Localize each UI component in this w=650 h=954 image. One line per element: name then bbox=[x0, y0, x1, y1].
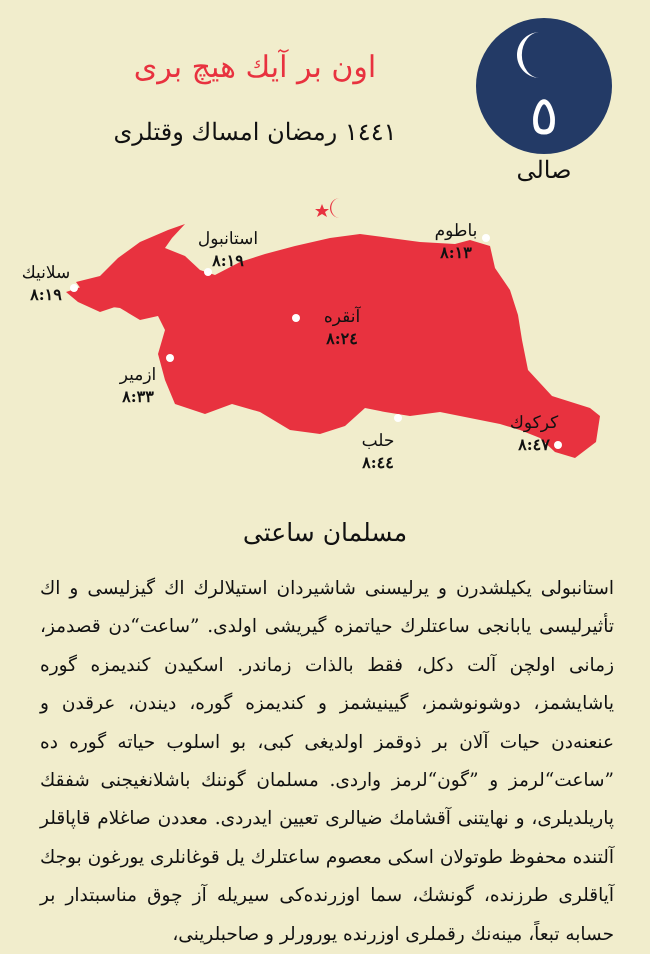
city-label-aleppo bbox=[350, 430, 406, 474]
article-body: استانبولی یكیلشدرن و یرلیسنی شاشیردان استیلالرك اك گیزلیسی و اك تأثیرلیسی یابانجی ساعتلرك حیاتمزه گیریشی اولدی. ”ساعت“دن قصدمز، زمانی اولچن آلت دكل، فقط بالذات زماندر. اسكیدن كندیمزه گوره یاشایشمز، دوشونوشمز، گیینیشمز و كندیمزه گوره، دیندن، عرقدن و عنعنه‌دن حیات آلان بر ذوقمز اولدیغی كبی، بو اسلوب حیاته گوره ده ”ساعت“لرمز و ”گون“لرمز واردی. مسلمان گوننك باشلانغیجنی شفقك پاریلدیلری، و نهایتنی آقشامك ضیالری تعیین ایدردی. معددن صاغلام قاپاقلر آلتنده محفوظ طوتولان اسكی معصوم ساعتلرك یل قوغانلری یورغون بوجك آیاقلری طرزنده، گونشك، سما اوزرنده‌كی سیریله آز چوق مناسبتدار بر حسابه تبعاً، مینه‌نك رقملری اوزرنده یورورلر و صاحبلرینی، bbox=[40, 578, 614, 945]
city-label-salonika bbox=[8, 262, 84, 306]
day-number: ٥ bbox=[529, 84, 559, 147]
city-time: ٨:١٣ bbox=[440, 243, 472, 262]
city-time: ٨:٤٧ bbox=[518, 435, 550, 454]
page-title: اون بر آیك هیچ بری bbox=[133, 50, 377, 85]
city-name: حلب bbox=[361, 431, 395, 451]
day-badge bbox=[476, 18, 612, 154]
city-time: ٨:٣٣ bbox=[122, 387, 154, 406]
city-time: ٨:٢٤ bbox=[326, 329, 358, 348]
city-name: سلانیك bbox=[21, 263, 71, 283]
crescent-star-icon bbox=[315, 198, 340, 218]
city-time: ٨:٤٤ bbox=[362, 453, 394, 472]
city-label-istanbul bbox=[188, 228, 268, 272]
city-label-ankara bbox=[312, 306, 372, 350]
city-name: باطوم bbox=[434, 221, 478, 241]
article-title: مسلمان ساعتی bbox=[242, 518, 408, 547]
city-name: آنقره bbox=[323, 307, 361, 327]
turkey-map bbox=[0, 190, 650, 490]
city-marker bbox=[292, 314, 300, 322]
city-time: ٨:١٩ bbox=[212, 251, 244, 270]
city-time: ٨:١٩ bbox=[30, 285, 62, 304]
city-name: استانبول bbox=[197, 229, 259, 249]
city-name: كركوك bbox=[509, 413, 559, 433]
city-label-izmir bbox=[108, 364, 168, 408]
day-name: صالی bbox=[516, 156, 572, 184]
city-marker bbox=[394, 414, 402, 422]
city-label-batumi bbox=[426, 220, 486, 264]
page-subtitle: ١٤٤١ رمضان امساك وقتلری bbox=[113, 118, 397, 146]
city-name: ازمیر bbox=[119, 365, 157, 385]
city-label-kirkuk bbox=[504, 412, 564, 456]
city-marker bbox=[166, 354, 174, 362]
